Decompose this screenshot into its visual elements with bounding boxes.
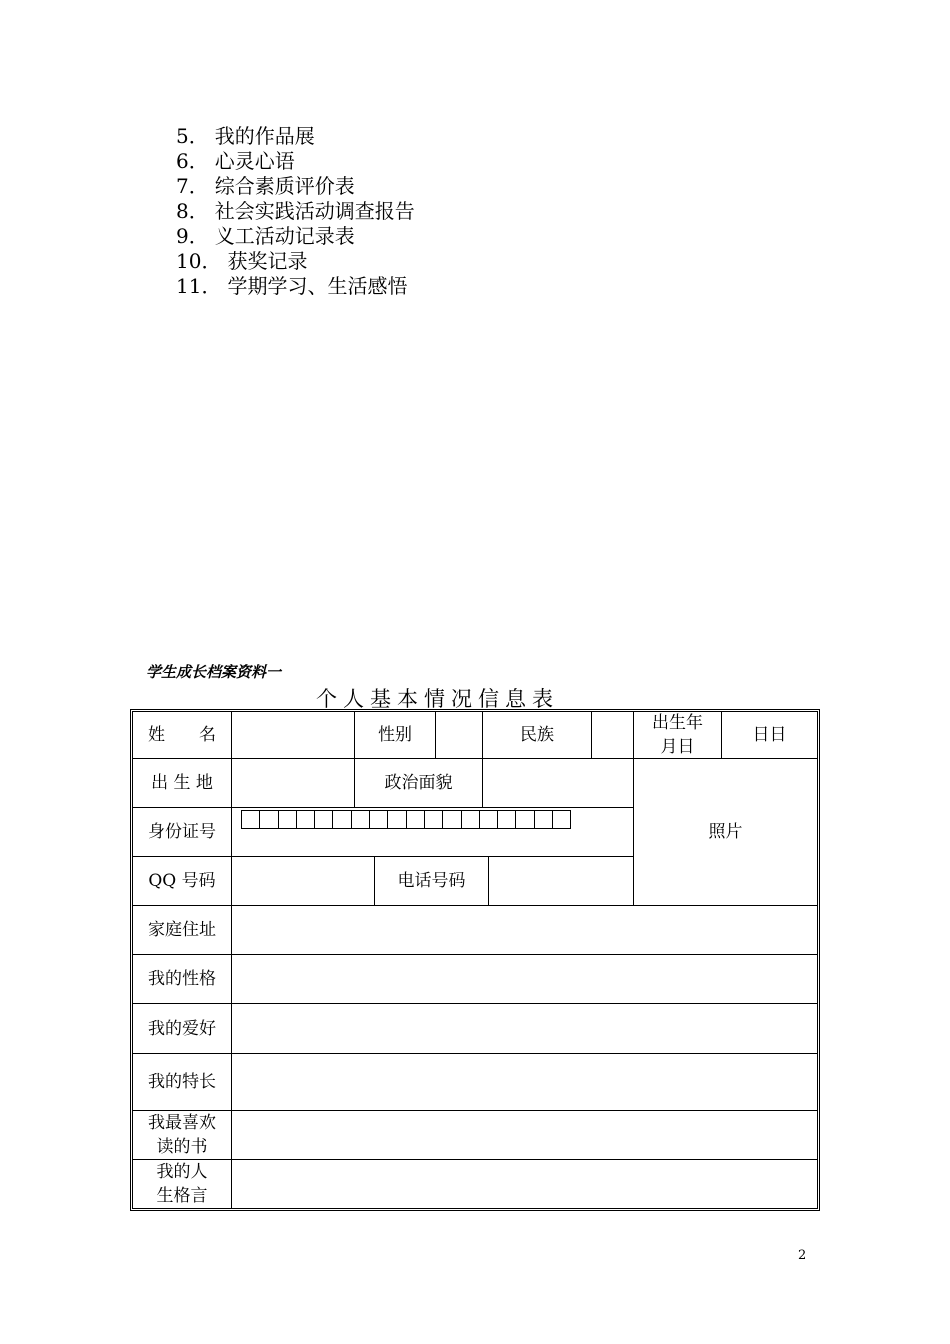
qq-label: QQ 号码 [132,856,232,906]
birthplace-field[interactable] [231,758,355,808]
gender-field[interactable] [435,711,483,759]
personality-field[interactable] [231,954,818,1004]
form-title: 个人基本情况信息表 [316,687,559,711]
id-digit-box[interactable] [241,810,260,829]
birthdate-label: 出生年月日 [633,711,722,759]
qq-field[interactable] [231,856,375,906]
contents-item: 6． 心灵心语 [176,149,295,173]
id-number-boxes [241,810,570,829]
contents-item: 9． 义工活动记录表 [176,224,355,248]
id-digit-box[interactable] [461,810,480,829]
contents-item: 7． 综合素质评价表 [176,174,355,198]
contents-list [176,124,415,299]
ethnicity-field[interactable] [591,711,634,759]
id-digit-box[interactable] [351,810,370,829]
id-digit-box[interactable] [314,810,333,829]
id-digit-box[interactable] [406,810,425,829]
id-digit-box[interactable] [369,810,388,829]
motto-label: 我的人生格言 [132,1159,232,1209]
id-digit-box[interactable] [515,810,534,829]
strengths-label: 我的特长 [132,1053,232,1111]
birthplace-label: 出 生 地 [132,758,232,808]
id-digit-box[interactable] [442,810,461,829]
home-address-field[interactable] [231,905,818,955]
strengths-field[interactable] [231,1053,818,1111]
contents-item: 5． 我的作品展 [176,124,315,148]
id-digit-box[interactable] [278,810,297,829]
ethnicity-label: 民族 [482,711,592,759]
id-digit-box[interactable] [332,810,351,829]
home-address-label: 家庭住址 [132,905,232,955]
name-label: 姓 名 [132,711,232,759]
id-digit-box[interactable] [552,810,571,829]
phone-field[interactable] [488,856,634,906]
id-digit-box[interactable] [497,810,516,829]
political-status-label: 政治面貌 [354,758,483,808]
page-number: 2 [798,1248,807,1263]
id-digit-box[interactable] [296,810,315,829]
contents-item: 8． 社会实践活动调查报告 [176,199,415,223]
id-digit-box[interactable] [479,810,498,829]
birthdate-value: 日日 [721,711,818,759]
contents-item: 10． 获奖记录 [176,249,308,273]
photo-area: 照片 [633,758,818,906]
id-digit-box[interactable] [259,810,278,829]
id-number-label: 身份证号 [132,807,232,857]
hobbies-field[interactable] [231,1003,818,1054]
contents-item: 11． 学期学习、生活感悟 [176,274,408,298]
hobbies-label: 我的爱好 [132,1003,232,1054]
personality-label: 我的性格 [132,954,232,1004]
motto-field[interactable] [231,1159,818,1209]
id-digit-box[interactable] [387,810,406,829]
name-field[interactable] [231,711,355,759]
form-caption: 学生成长档案资料一 [146,663,282,681]
gender-label: 性别 [354,711,436,759]
favorite-book-label: 我最喜欢读的书 [132,1110,232,1160]
phone-label: 电话号码 [374,856,489,906]
id-digit-box[interactable] [424,810,443,829]
favorite-book-field[interactable] [231,1110,818,1160]
id-digit-box[interactable] [534,810,553,829]
political-status-field[interactable] [482,758,634,808]
